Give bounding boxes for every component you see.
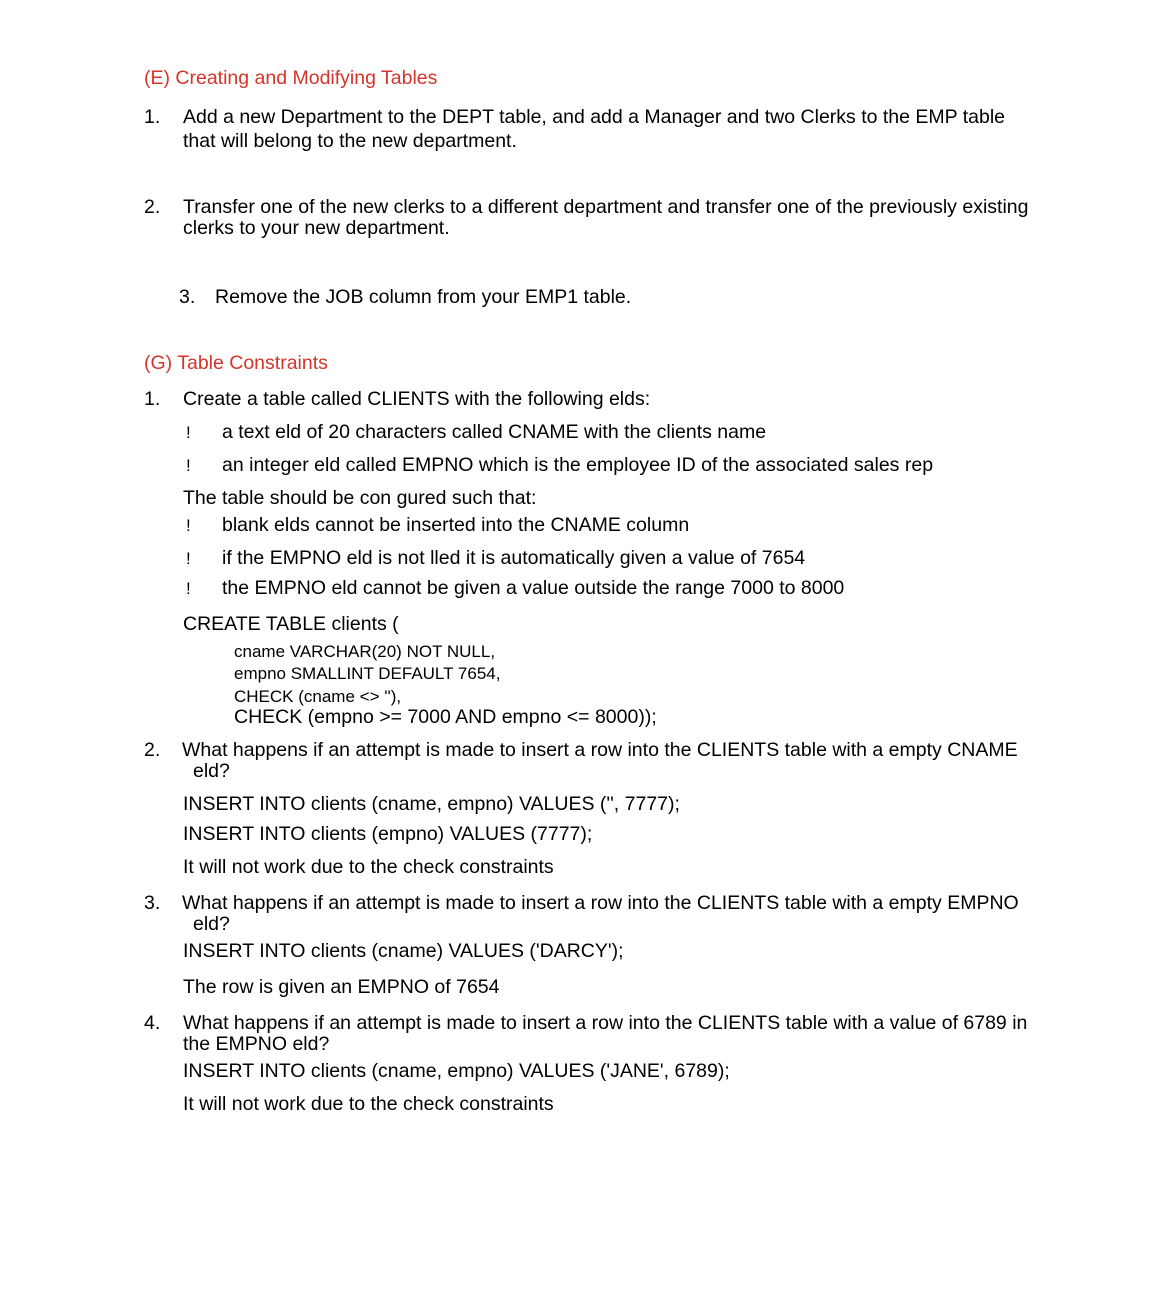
sql-statement: INSERT INTO clients (cname, empno) VALUES ('', 7777);: [183, 793, 680, 815]
item-number: 1.: [144, 106, 161, 128]
answer-text: The row is given an EMPNO of 7654: [183, 976, 500, 998]
item-text-line: Add a new Department to the DEPT table, and add a Manager and two Clerks to the EMP table: [183, 106, 1006, 128]
code-line: empno SMALLINT DEFAULT 7654,: [234, 664, 501, 683]
config-intro: The table should be con gured such that:: [183, 487, 537, 509]
question-text: eld?: [193, 913, 230, 935]
sql-statement: INSERT INTO clients (empno) VALUES (7777);: [183, 823, 593, 845]
question-number: 1.: [144, 388, 161, 410]
bullet-icon: !: [186, 549, 191, 568]
section-g-heading: (G) Table Constraints: [144, 352, 328, 374]
question-text: What happens if an attempt is made to insert a row into the CLIENTS table with a value of 6789 in: [183, 1012, 1028, 1034]
bullet-icon: !: [186, 516, 191, 535]
item-text-line: Transfer one of the new clerks to a different department and transfer one of the previously existing: [183, 196, 1029, 218]
sql-statement: INSERT INTO clients (cname, empno) VALUES ('JANE', 6789);: [183, 1060, 730, 1082]
question-text: the EMPNO eld?: [183, 1033, 330, 1055]
field-item: an integer eld called EMPNO which is the employee ID of the associated sales rep: [222, 454, 934, 476]
field-item: a text eld of 20 characters called CNAME with the clients name: [222, 421, 767, 443]
section-e-heading: (E) Creating and Modifying Tables: [144, 67, 438, 89]
config-item: if the EMPNO eld is not lled it is automatically given a value of 7654: [222, 547, 806, 569]
question-text: What happens if an attempt is made to insert a row into the CLIENTS table with a empty CNAME: [182, 739, 1018, 761]
bullet-icon: !: [186, 579, 191, 598]
question-number: 4.: [144, 1012, 161, 1034]
question-text: What happens if an attempt is made to insert a row into the CLIENTS table with a empty EMPNO: [182, 892, 1019, 914]
answer-text: It will not work due to the check constraints: [183, 1093, 554, 1115]
sql-statement: INSERT INTO clients (cname) VALUES ('DARCY');: [183, 940, 624, 962]
config-item: the EMPNO eld cannot be given a value outside the range 7000 to 8000: [222, 577, 845, 599]
item-number: 2.: [144, 196, 161, 218]
config-item: blank elds cannot be inserted into the CNAME column: [222, 514, 690, 536]
item-text-line: clerks to your new department.: [183, 217, 450, 239]
question-text: Create a table called CLIENTS with the following elds:: [183, 388, 651, 410]
code-line: CHECK (cname <> ''),: [234, 687, 402, 706]
item-number: 3.: [179, 286, 196, 308]
bullet-icon: !: [186, 456, 191, 475]
create-statement: CREATE TABLE clients (: [183, 613, 399, 635]
code-line: cname VARCHAR(20) NOT NULL,: [234, 642, 496, 661]
item-text-line: Remove the JOB column from your EMP1 table.: [215, 286, 632, 308]
question-number: 2.: [144, 739, 161, 761]
answer-text: It will not work due to the check constraints: [183, 856, 554, 878]
bullet-icon: !: [186, 423, 191, 442]
code-line: CHECK (empno >= 7000 AND empno <= 8000));: [234, 706, 657, 728]
item-text-line: that will belong to the new department.: [183, 130, 517, 152]
question-number: 3.: [144, 892, 161, 914]
question-text: eld?: [193, 760, 230, 782]
